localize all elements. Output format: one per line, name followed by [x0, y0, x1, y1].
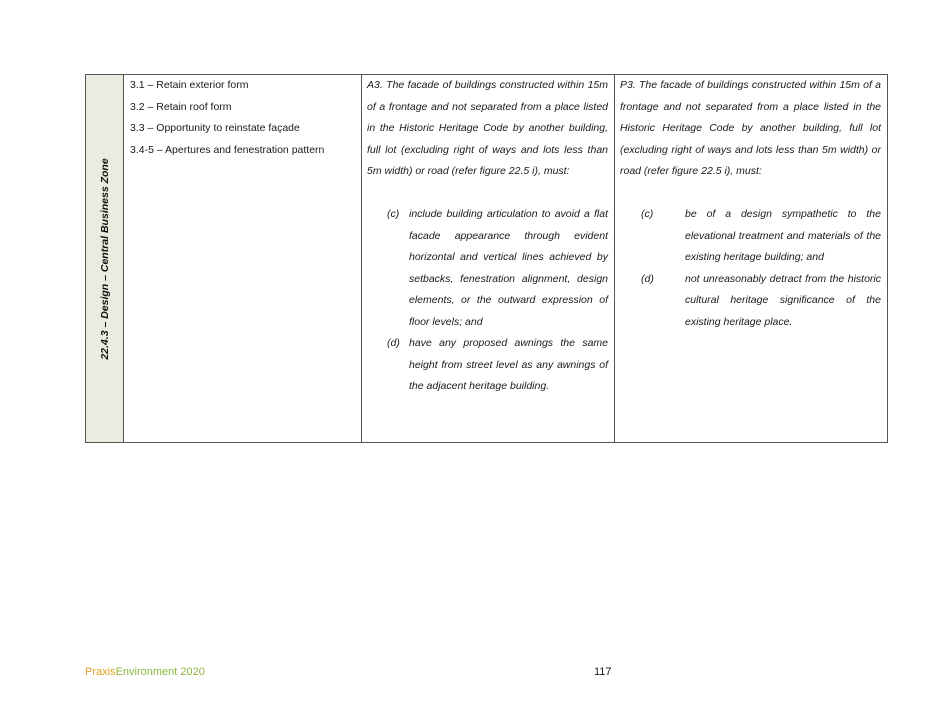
policy-cell — [124, 75, 362, 443]
subclause-label: (d) — [641, 272, 654, 285]
side-label-cell — [86, 75, 124, 443]
subclause-label: (c) — [641, 208, 654, 220]
brand-environment: Environment — [115, 666, 178, 678]
performance-subclause — [620, 269, 881, 334]
acceptable-subclause — [367, 204, 608, 333]
policy-item: 3.4-5 – Apertures and fenestration pattern — [130, 143, 325, 156]
acceptable-intro: A3. The facade of buildings constructed within 15m of a frontage and not separated from a place listed in the Historic Heritage Code by another building, full lot (excluding right of ways and lots less than 5m width) or road (refer figure 22.5 i), must: — [367, 79, 608, 177]
subclause-text: have any proposed awnings the same height from street level as any awnings of the adjacent heritage building. — [409, 337, 608, 392]
subclause-label: (c) — [387, 208, 400, 220]
subclause-text: be of a design sympathetic to the elevational treatment and materials of the existing heritage building; and — [685, 208, 881, 263]
planning-table — [85, 74, 888, 443]
performance-criteria-cell — [615, 75, 888, 443]
policy-item: 3.3 – Opportunity to reinstate façade — [130, 122, 300, 134]
footer-year: 2020 — [177, 666, 205, 678]
acceptable-solution-cell — [362, 75, 615, 443]
footer-brand — [85, 665, 205, 679]
side-label: 22.4.3 – Design – Central Business Zone — [98, 157, 111, 360]
performance-subclause — [620, 204, 881, 269]
subclause-label: (d) — [387, 337, 400, 349]
brand-praxis: Praxis — [85, 666, 116, 678]
subclause-text: include building articulation to avoid a flat facade appearance through evident horizontal and vertical lines achieved by setbacks, fenestration alignment, design elements, or the outward expression of floor levels; and — [409, 208, 608, 328]
table-row — [86, 75, 888, 443]
policy-item: 3.2 – Retain roof form — [130, 100, 232, 113]
subclause-text: not unreasonably detract from the historic cultural heritage significance of the existing heritage place. — [685, 272, 881, 328]
page-number: 117 — [594, 666, 612, 678]
policy-item: 3.1 – Retain exterior form — [130, 79, 249, 91]
acceptable-subclause — [367, 333, 608, 398]
performance-intro: P3. The facade of buildings constructed within 15m of a frontage and not separated from a place listed in the Historic Heritage Code by another building, full lot (excluding right of ways and lots less than 5m width) or road (refer figure 22.5 i), must: — [620, 79, 881, 177]
